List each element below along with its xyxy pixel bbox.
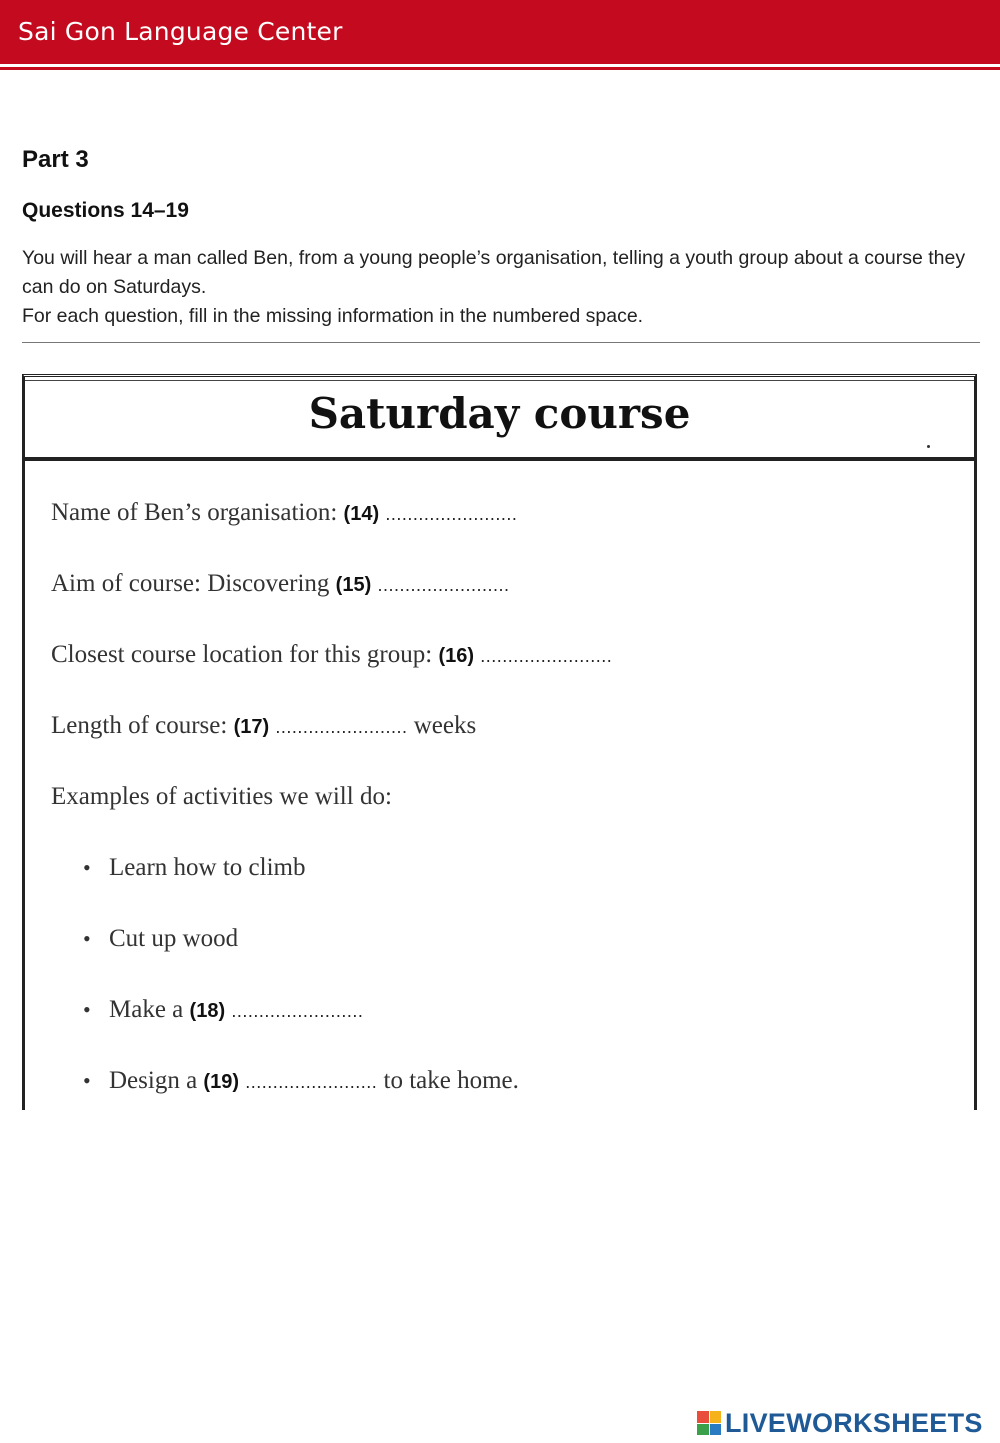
bullet-item-climb [83,854,305,882]
bullet-item-wood [83,925,238,953]
question-number: (16) [438,645,475,667]
instructions [22,244,987,331]
header-title: Sai Gon Language Center [18,17,343,46]
form-item-label: Length of course: [51,712,228,739]
bullet-icon: • [83,1068,91,1093]
form-item-suffix: weeks [413,712,477,739]
bullet-icon: • [83,926,91,951]
liveworksheets-logo[interactable] [697,1408,983,1438]
bullet-item-19 [83,1067,519,1095]
question-number: (19) [203,1071,239,1093]
question-number: (15) [335,574,372,596]
form-box-top-rule [25,380,974,381]
examples-label: Examples of activities we will do: [51,783,392,810]
bullet-label: Make a [109,996,184,1023]
answer-blank-18[interactable]: ........................ [231,1001,364,1021]
question-number: (17) [233,716,270,738]
form-item-14 [51,499,517,527]
logo-text: LIVEWORKSHEETS [725,1407,983,1438]
instructions-line-1: You will hear a man called Ben, from a young people’s organisation, telling a youth group about a course they can do on Saturdays. [22,247,966,298]
form-item-15 [51,570,510,598]
bullet-label: Cut up wood [109,925,239,952]
answer-blank-14[interactable]: ........................ [385,504,518,524]
bullet-icon: • [83,997,91,1022]
answer-blank-17[interactable]: ........................ [275,717,408,737]
bullet-label: Design a [109,1067,198,1094]
answer-blank-19[interactable]: ........................ [245,1072,378,1092]
section-divider [22,342,980,343]
answer-blank-15[interactable]: ........................ [377,575,510,595]
form-item-label: Aim of course: Discovering [51,570,330,597]
form-title: Saturday course [308,389,691,438]
form-item-17 [51,712,476,740]
form-box [22,374,977,1110]
form-item-label: Closest course location for this group: [51,641,433,668]
bullet-item-18 [83,996,363,1024]
header-bar [0,0,1000,68]
form-title-divider [25,457,974,461]
instructions-line-2: For each question, fill in the missing information in the numbered space. [22,305,644,327]
questions-title: Questions 14–19 [22,199,189,222]
bullet-icon: • [83,855,91,880]
form-item-label: Name of Ben’s organisation: [51,499,338,526]
header-underline [0,67,1000,70]
bullet-suffix: to take home. [383,1067,519,1094]
scan-speck [927,445,930,448]
part-title: Part 3 [22,146,89,173]
question-number: (18) [189,1000,226,1022]
answer-blank-16[interactable]: ........................ [480,646,613,666]
bullet-label: Learn how to climb [109,854,306,881]
form-item-16 [51,641,612,669]
liveworksheets-logo-icon [697,1411,721,1435]
question-number: (14) [343,503,380,525]
